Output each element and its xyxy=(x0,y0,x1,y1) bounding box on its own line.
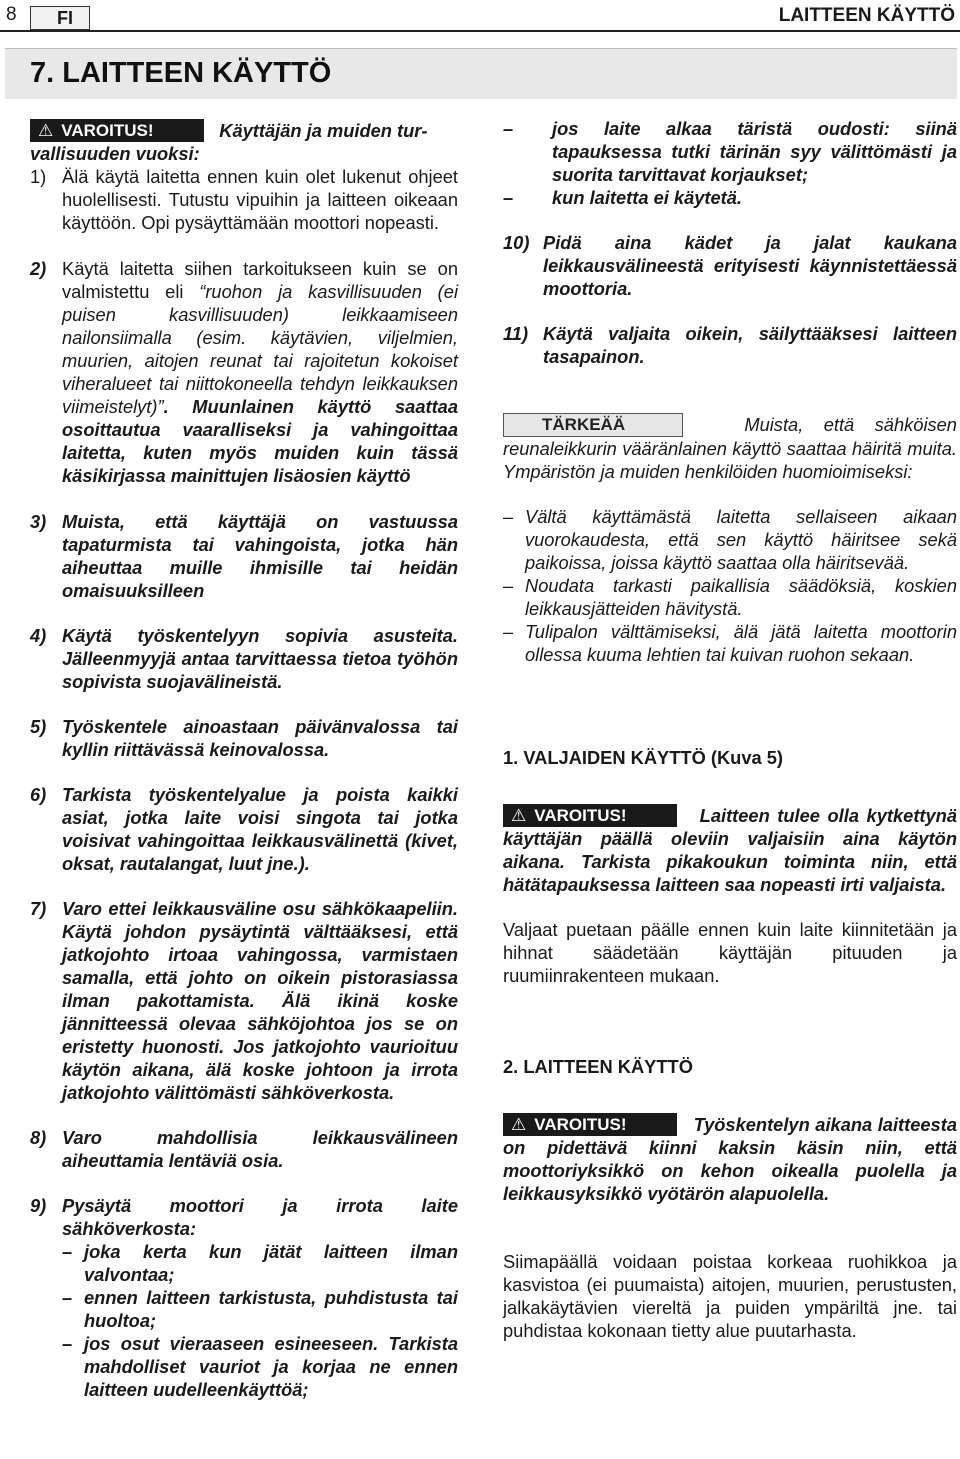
warning-label: ⚠ VAROITUS! xyxy=(503,804,677,827)
list-item: 1) Älä käytä laitetta ennen kuin olet lukenut ohjeet huolellisesti. Tutustu vipuihin ja laitteen oikeaan käyttöön. Opi pysäyttämään moottori nopeasti. xyxy=(30,166,458,233)
warning-note: ⚠ VAROITUS! Laitteen tulee olla kytkettynä käyttäjän päällä oleviin valjaisiin aina käytön aikana. Tarkista pikakoukun toiminta niin, että hätätapauksessa laitteen saa nopeasti irti valjaista. xyxy=(503,805,957,895)
warning-triangle-icon: ⚠ xyxy=(38,121,54,140)
list-item: 2) Käytä laitetta siihen tarkoitukseen kuin se on valmistettu eli “ruohon ja kasvillisuuden (ei puisen kasvillisuuden) leikkaamiseen nailonsiimalla (esim. käytävien, viljelmien, muurien, aitojen reunat tai rajoitetun kokoiset viheralueet tai niittokoneella tehdyn leikkauksen viimeistelyt)”. Muunlainen käyttö saattaa osoittautua vaaralliseksi ja vahingoittaa laitetta, kuten myös muiden kuin tässä käsikirjassa mainittujen lisäosien käyttö xyxy=(30,258,459,486)
important-note: TÄRKEÄÄ Muista, että sähköisen reunaleikkurin vääränlainen käyttö saattaa häiritä muita. Ympäristön ja muiden henkilöiden huomioimiseksi: xyxy=(503,414,957,482)
warning-label: ⚠ VAROITUS! xyxy=(30,119,204,142)
dash-item: – joka kerta kun jätät laitteen ilman valvontaa; xyxy=(62,1241,458,1285)
warning-triangle-icon: ⚠ xyxy=(511,1115,527,1134)
list-item: 5) Työskentele ainoastaan päivänvalossa tai kyllin riittävässä keinovalossa. xyxy=(30,716,458,760)
warning-note: ⚠ VAROITUS! Työskentelyn aikana laitteesta on pidettävä kiinni kaksin käsin niin, että moottoriyksikkö on kehon oikealla puolella ja leikkausyksikkö vyötärön alapuolella. xyxy=(503,1114,957,1204)
list-item: 7) Varo ettei leikkausväline osu sähkökaapeliin. Käytä johdon pysäytintä välttääksesi, että jatkojohto irtoaa vahingossa, varmistaen samalla, että johto on oikein pistorasiassa ilman pakottamista. Älä ikinä koske jännitteessä olevaa sähköjohtoa jos se on eristetty huonosti. Jos jatkojohto vaurioituu käytön aikana, älä koske johtoon ja irrota jatkojohto välittömästi sähköverkosta. xyxy=(30,898,458,1103)
dash-item: – Tulipalon välttämiseksi, älä jätä laitetta moottorin ollessa kuuma lehtien tai kuivan ruohon sekaan. xyxy=(503,621,957,665)
dash-list-continued xyxy=(503,117,957,209)
body-paragraph: Siimapäällä voidaan poistaa korkeaa ruohikkoa ja kasvistoa (ei puumaista) aitojen, muurien, perustusten, jalkakäytävien viereltä ja puiden ympäriltä jne. tai puhdistaa kokonaan tietty alue puutarhasta. xyxy=(503,1251,957,1341)
left-column xyxy=(30,119,458,1401)
body-paragraph: Valjaat puetaan päälle ennen kuin laite kiinnitetään ja hihnat säädetään käyttäjän pituuden ja ruumiinrakenteen mukaan. xyxy=(503,919,957,986)
right-column xyxy=(503,117,957,1342)
dash-item: – Noudata tarkasti paikallisia säädöksiä, koskien leikkausjätteiden hävitystä. xyxy=(503,575,957,619)
environment-list xyxy=(503,505,957,666)
dash-item: – Vältä käyttämästä laitetta sellaiseen aikaan vuorokaudesta, että sen käyttö häiritsee sekä paikoissa, joissa käyttö saattaa olla häiritsevää. xyxy=(503,506,957,573)
dash-item: – jos laite alkaa täristä oudosti: siinä tapauksessa tutki tärinän syy välittömästi ja suorita tarvittavat korjaukset; xyxy=(503,118,957,185)
list-item: 3) Muista, että käyttäjä on vastuussa tapaturmista tai vahingoista, jotka hän aiheuttaa muille ihmisille tai heidän omaisuuksilleen xyxy=(30,511,458,601)
list-item: 11) Käytä valjaita oikein, säilyttääksesi laitteen tasapainon. xyxy=(503,323,957,367)
running-header: LAITTEEN KÄYTTÖ xyxy=(778,5,955,26)
section-heading: 1. VALJAIDEN KÄYTTÖ (Kuva 5) xyxy=(503,747,784,768)
safety-intro: ⚠ VAROITUS! Käyttäjän ja muiden tur- vallisuuden vuoksi: xyxy=(30,120,428,164)
dash-item: – jos osut vieraaseen esineeseen. Tarkista mahdolliset vauriot ja korjaa ne ennen laitteen uudelleenkäyttöä; xyxy=(62,1333,458,1400)
warning-triangle-icon: ⚠ xyxy=(511,806,527,825)
chapter-title: 7. LAITTEEN KÄYTTÖ xyxy=(30,57,332,89)
language-badge: FI xyxy=(30,6,90,30)
chapter-banner xyxy=(5,48,957,99)
page-number: 8 xyxy=(6,4,17,25)
list-item: 6) Tarkista työskentelyalue ja poista kaikki asiat, jotka laite voisi singota tai jotka voisivat vahingoittaa leikkausvälinettä (kivet, oksat, rautalangat, luut jne.). xyxy=(30,784,458,874)
important-label: TÄRKEÄÄ xyxy=(503,413,683,437)
list-item: 4) Käytä työskentelyyn sopivia asusteita. Jälleenmyyjä antaa tarvittaessa tietoa työhön sopivista suojavälineistä. xyxy=(30,625,458,692)
list-item: 9) Pysäytä moottori ja irrota laite sähköverkosta: – joka kerta kun jätät laitteen ilman valvontaa; – ennen laitteen tarkistusta, puhdistusta tai huoltoa; – jos osut vieraaseen esineeseen. Tarkista mahdolliset vauriot ja korjaa ne ennen laitteen uudelleenkäyttöä; xyxy=(30,1195,458,1400)
header-divider xyxy=(0,30,960,32)
section-heading: 2. LAITTEEN KÄYTTÖ xyxy=(503,1056,693,1077)
list-item: 8) Varo mahdollisia leikkausvälineen aiheuttamia lentäviä osia. xyxy=(30,1127,458,1171)
list-item: 10) Pidä aina kädet ja jalat kaukana leikkausvälineestä erityisesti käynnistettäessä moottoria. xyxy=(503,232,957,299)
warning-label: ⚠ VAROITUS! xyxy=(503,1113,677,1136)
dash-item: – ennen laitteen tarkistusta, puhdistusta tai huoltoa; xyxy=(62,1287,458,1331)
dash-item: – kun laitetta ei käytetä. xyxy=(503,187,742,208)
